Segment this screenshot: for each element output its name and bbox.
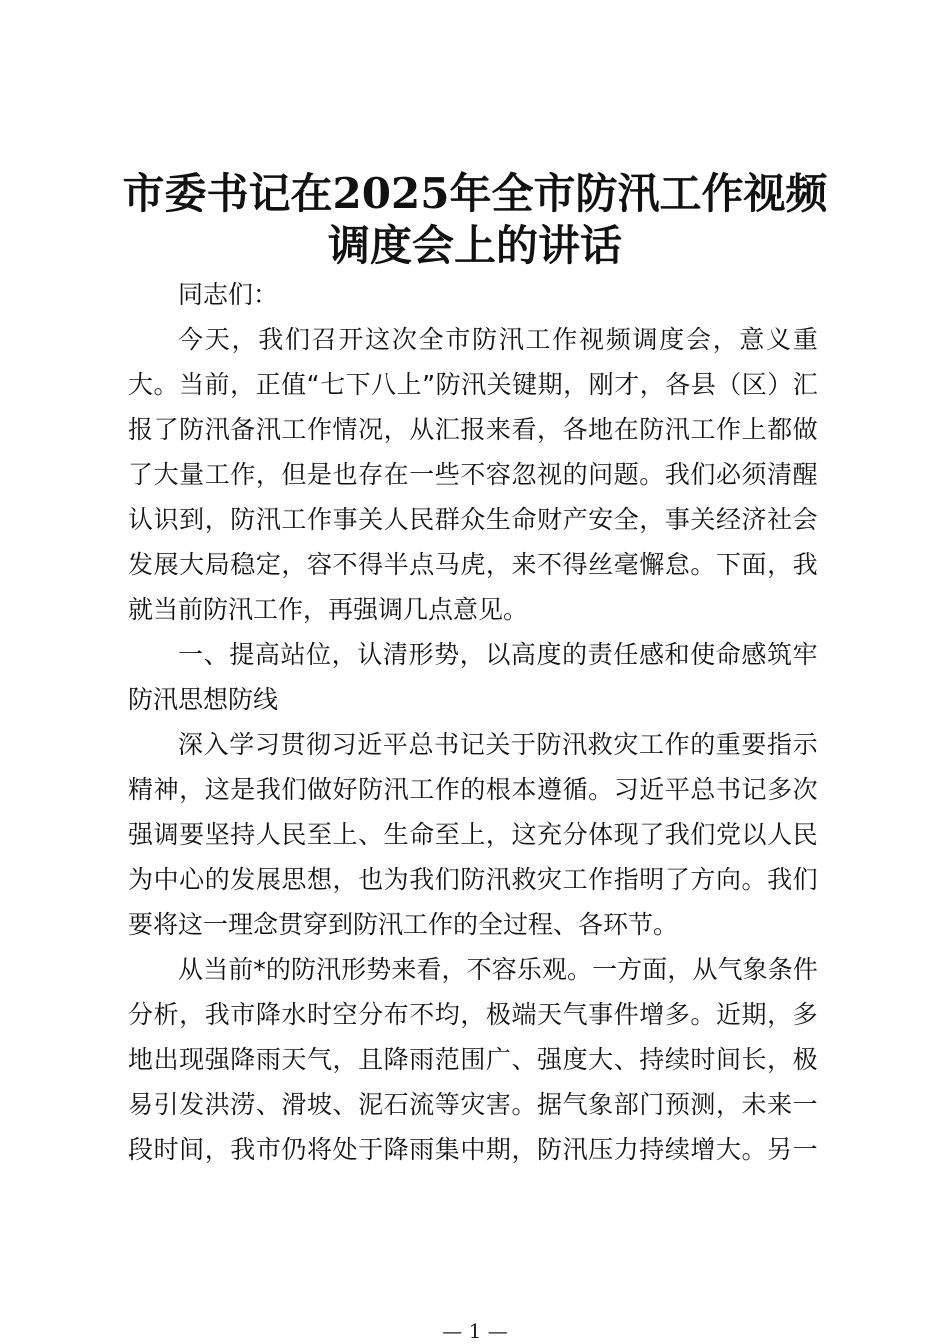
text-line: 要将这一理念贯穿到防汛工作的全过程、各环节。 xyxy=(128,910,679,939)
text-line: 从 当 前 * 的 防 汛 形 势 来 看 ， 不 容 乐 观 。 一 方 面 ， 从 气 象 条 件 xyxy=(178,955,818,984)
text-line: 了 大 量 工 作 ， 但 是 也 存 在 一 些 不 容 忽 视 的 问 题 。 我 们 必 须 清 醒 xyxy=(128,460,818,489)
section-heading-line: 一 、 提 高 站 位 ， 认 清 形 势 ， 以 高 度 的 责 任 感 和 使 命 感 筑 牢 xyxy=(178,640,818,669)
text-line: 强 调 要 坚 持 人 民 至 上 、 生 命 至 上 ， 这 充 分 体 现 了 我 们 党 以 人 民 xyxy=(128,820,818,849)
document-title-line-1: 市委书记在2025年全市防汛工作视频 xyxy=(122,169,828,218)
text-line: 发 展 大 局 稳 定 ， 容 不 得 半 点 马 虎 ， 来 不 得 丝 毫 懈 怠 。 下 面 ， 我 xyxy=(128,550,818,579)
text-line: 地 出 现 强 降 雨 天 气 ， 且 降 雨 范 围 广 、 强 度 大 、 持 续 时 间 长 ， 极 xyxy=(128,1045,818,1074)
document-title-line-2: 调度会上的讲话 xyxy=(327,221,622,270)
text-line: 就当前防汛工作，再强调几点意见。 xyxy=(128,595,529,624)
text-line: 易 引 发 洪 涝 、 滑 坡 、 泥 石 流 等 灾 害 。 据 气 象 部 门 预 测 ， 未 来 一 xyxy=(128,1090,818,1119)
section-heading-line: 防汛思想防线 xyxy=(128,685,279,714)
text-line: 认 识 到 ， 防 汛 工 作 事 关 人 民 群 众 生 命 财 产 安 全 ， 事 关 经 济 社 会 xyxy=(128,505,818,534)
text-line: 深 入 学 习 贯 彻 习 近 平 总 书 记 关 于 防 汛 救 灾 工 作 的 重 要 指 示 xyxy=(178,730,818,759)
text-line: 为 中 心 的 发 展 思 想 ， 也 为 我 们 防 汛 救 灾 工 作 指 明 了 方 向 。 我 们 xyxy=(128,865,818,894)
text-line: 大 。 当 前 ， 正 值 “ 七 下 八 上 ” 防 汛 关 键 期 ， 刚 才 ， 各 县 （ 区 ） 汇 xyxy=(128,370,818,399)
text-line: 精 神 ， 这 是 我 们 做 好 防 汛 工 作 的 根 本 遵 循 。 习 近 平 总 书 记 多 次 xyxy=(128,775,818,804)
page-number: — 1 — xyxy=(442,1319,508,1343)
text-line: 分 析 ， 我 市 降 水 时 空 分 布 不 均 ， 极 端 天 气 事 件 增 多 。 近 期 ， 多 xyxy=(128,1000,818,1029)
text-line: 报 了 防 汛 备 汛 工 作 情 况 ， 从 汇 报 来 看 ， 各 地 在 防 汛 工 作 上 都 做 xyxy=(128,415,818,444)
text-line: 段 时 间 ， 我 市 仍 将 处 于 降 雨 集 中 期 ， 防 汛 压 力 持 续 增 大 。 另 一 xyxy=(128,1135,818,1164)
salutation: 同志们： xyxy=(178,280,279,309)
text-line: 今 天 ， 我 们 召 开 这 次 全 市 防 汛 工 作 视 频 调 度 会 ， 意 义 重 xyxy=(178,325,818,354)
